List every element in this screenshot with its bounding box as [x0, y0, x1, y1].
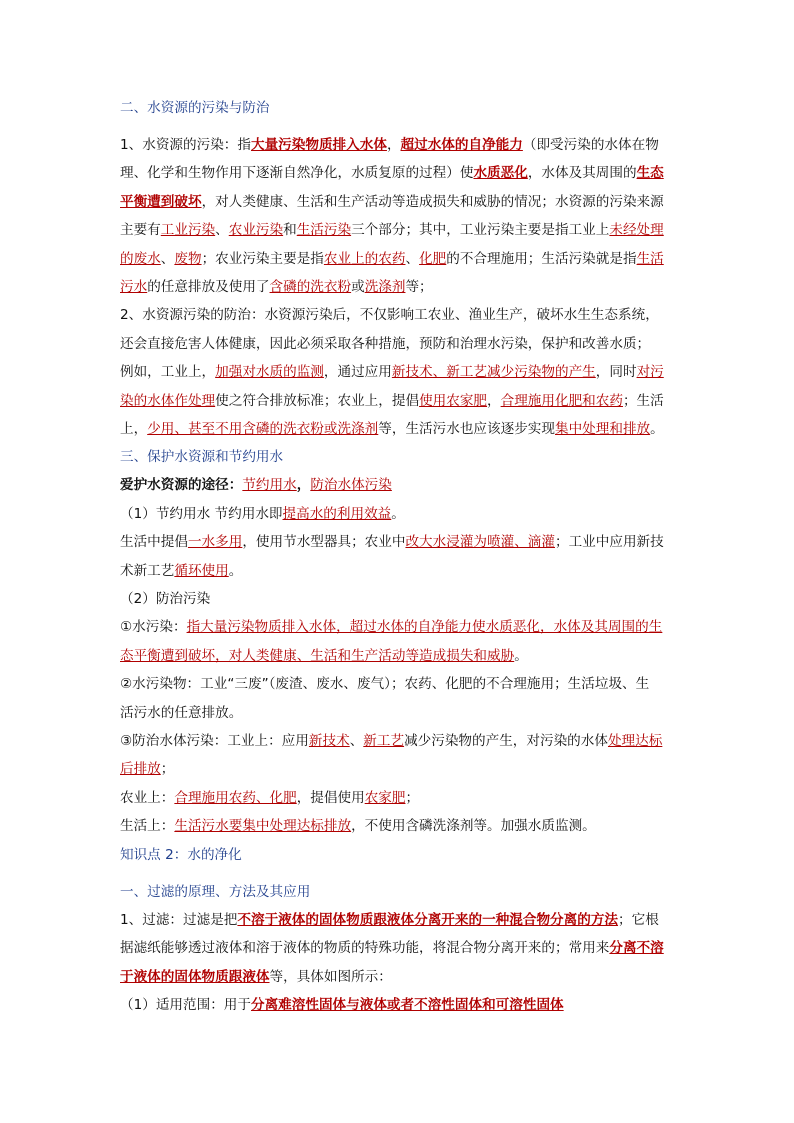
emphasis-text: 大量污染物质排入水体	[251, 137, 387, 153]
emphasis-text: 农业上的农药	[323, 251, 406, 267]
body-text: 三个部分；其中，工业污染主要是指工业上	[351, 222, 610, 238]
body-text: 。	[391, 506, 405, 522]
emphasis-text: 水质恶化	[473, 165, 528, 181]
body-text: 1、过滤：过滤是把	[120, 912, 238, 928]
body-text: ；生活	[622, 393, 664, 409]
text-line	[120, 362, 664, 382]
body-text: 。	[228, 563, 243, 579]
text-line	[120, 731, 662, 751]
emphasis-text: ，	[296, 477, 311, 493]
body-text: ②水污染物：工业“三废”（废渣、废水、废气）；农药、化肥的不合理施用；生活垃圾、生	[120, 676, 650, 692]
emphasis-text: 指大量污染物质排入水体，超过水体的自净能力使水质恶化，水体及其周围的生	[186, 619, 663, 635]
body-text: 、	[215, 222, 229, 238]
text-line	[120, 646, 528, 666]
section-heading: 三、保护水资源和节约用水	[120, 449, 284, 465]
text-line	[120, 967, 392, 987]
emphasis-text: 分离难溶性固体与液体或者不溶性固体和可溶性固体	[251, 997, 564, 1013]
emphasis-text: 对污	[636, 364, 664, 380]
text-line	[120, 163, 664, 183]
emphasis-text: 超过水体的自净能力	[400, 137, 523, 153]
emphasis-text: 不溶于液体的固体物质跟液体分离开来的一种混合物分离的方法	[237, 912, 619, 928]
body-text: 使之符合排放标准；农业上，提倡	[215, 393, 420, 409]
body-text: ，	[386, 137, 401, 153]
text-line	[120, 475, 392, 495]
emphasis-text: 集中处理和排放	[555, 421, 651, 437]
body-text: 术新工艺	[120, 563, 175, 579]
body-text: ①水污染：	[120, 619, 187, 635]
text-line	[120, 703, 242, 723]
text-line	[120, 589, 210, 609]
emphasis-text: 的废水	[120, 251, 161, 267]
emphasis-text: 生态	[636, 165, 664, 181]
emphasis-text: 新技术	[308, 733, 350, 749]
body-text: 。	[514, 648, 528, 664]
emphasis-text: 防治水体污染	[310, 477, 392, 493]
body-text: 农业上：	[120, 790, 175, 806]
body-text: ，使用节水型器具；农业中	[242, 534, 406, 550]
text-line	[120, 277, 433, 297]
body-text: ，对人类健康、生活和生产活动等造成损失和威胁的情况；水资源的污染来源	[201, 194, 664, 210]
body-text: 或	[351, 279, 365, 295]
section-heading: 知识点 2：水的净化	[120, 847, 242, 863]
body-text: ，通过应用	[323, 364, 392, 380]
body-text: 和	[283, 222, 297, 238]
body-text: 据滤纸能够透过液体和溶于液体的物质的特殊功能，将混合物分离开来的；常用来	[120, 940, 610, 956]
body-text: 、	[160, 251, 175, 267]
body-text: 。	[650, 421, 664, 437]
emphasis-text: 染的水体作处理	[120, 393, 216, 409]
body-text: ，	[487, 393, 501, 409]
emphasis-text: 农业污染	[228, 222, 284, 238]
emphasis-text: 农家肥	[364, 790, 406, 806]
text-line	[120, 334, 650, 354]
section-heading: 一、过滤的原理、方法及其应用	[120, 884, 311, 900]
body-text: 、	[349, 733, 364, 749]
text-line	[120, 249, 664, 269]
body-text: ，不使用含磷洗涤剂等。加强水质监测。	[351, 818, 596, 834]
body-text: 理、化学和生物作用下逐渐自然净化，水质复原的过程）使	[120, 165, 474, 181]
emphasis-text: 后排放	[120, 761, 161, 777]
text-line	[120, 995, 564, 1015]
body-text: ③防治水体污染：工业上：应用	[120, 733, 309, 749]
emphasis-text: 少用、甚至不用含磷的洗衣粉或洗涤剂	[147, 421, 379, 437]
text-line	[120, 504, 405, 524]
body-text: ；农业污染主要是指	[201, 251, 324, 267]
emphasis-text: 化肥	[419, 251, 447, 267]
body-text: 1、水资源的污染：指	[120, 137, 251, 153]
text-line	[120, 561, 242, 581]
body-text: 2、水资源污染的防治：水资源污染后，不仅影响工农业、渔业生产，破坏水生生态系统，	[120, 307, 659, 323]
emphasis-text: 一水多用	[187, 534, 243, 550]
body-text: 主要有	[120, 222, 161, 238]
body-text: 、	[405, 251, 420, 267]
emphasis-text: 使用农家肥	[419, 393, 488, 409]
body-text: ；工业中应用新技	[555, 534, 664, 550]
emphasis-text: 生活	[636, 251, 664, 267]
text-line	[120, 910, 659, 930]
emphasis-text: 新技术、新工艺减少污染物的产生	[391, 364, 596, 380]
emphasis-text: 态平衡遭到破坏，对人类健康、生活和生产活动等造成损失和威胁	[120, 648, 515, 664]
body-text: 减少污染物的产生，对污染的水体	[404, 733, 608, 749]
body-text: ；	[405, 790, 420, 806]
emphasis-text: 生活污染	[296, 222, 352, 238]
text-line	[120, 391, 664, 411]
text-line	[120, 938, 664, 958]
text-line	[120, 674, 649, 694]
body-text: （1）节约用水 节约用水即	[120, 506, 283, 522]
emphasis-text: 于液体的固体物质跟液体	[120, 969, 270, 985]
emphasis-text: 分离不溶	[609, 940, 664, 956]
text-line	[120, 882, 310, 902]
body-text: 还会直接危害人体健康，因此必须采取各种措施，预防和治理水污染，保护和改善水质；	[120, 336, 651, 352]
emphasis-text: 平衡遭到破坏	[120, 194, 202, 210]
text-line	[120, 816, 596, 836]
emphasis-text: 改大水浸灌为喷灌、滴灌	[405, 534, 555, 550]
emphasis-text: 洗涤剂	[364, 279, 406, 295]
emphasis-text: 爱护水资源的途径：	[120, 477, 243, 493]
body-text: （即受污染的水体在物	[522, 137, 659, 153]
body-text: 等，具体如图所示：	[269, 969, 392, 985]
text-line	[120, 759, 174, 779]
body-text: 的任意排放及使用了	[147, 279, 270, 295]
body-text: 例如，工业上，	[120, 364, 216, 380]
emphasis-text: 加强对水质的监测	[215, 364, 324, 380]
text-line	[120, 305, 659, 325]
emphasis-text: 提高水的利用效益	[282, 506, 392, 522]
body-text: ，水体及其周围的	[527, 165, 637, 181]
emphasis-text: 节约用水	[242, 477, 297, 493]
emphasis-text: 未经处理	[609, 222, 664, 238]
text-line	[120, 845, 242, 865]
body-text: ；它根	[618, 912, 659, 928]
emphasis-text: 废物	[174, 251, 202, 267]
body-text: 等，生活污水也应该逐步实现	[378, 421, 555, 437]
emphasis-text: 污水	[120, 279, 148, 295]
emphasis-text: 合理施用农药、化肥	[174, 790, 297, 806]
text-line	[120, 419, 664, 439]
body-text: 等；	[405, 279, 433, 295]
body-text: （1）适用范围：用于	[120, 997, 251, 1013]
text-line	[120, 220, 664, 240]
body-text: 生活上：	[120, 818, 175, 834]
text-line	[120, 532, 664, 552]
text-line	[120, 788, 419, 808]
text-line	[120, 447, 283, 467]
body-text: 活污水的任意排放。	[120, 705, 243, 721]
body-text: 的不合理施用；生活污染就是指	[446, 251, 637, 267]
section-heading: 二、水资源的污染与防治	[120, 100, 270, 116]
emphasis-text: 处理达标	[607, 733, 663, 749]
body-text: ，提倡使用	[296, 790, 365, 806]
body-text: ；	[160, 761, 175, 777]
emphasis-text: 生活污水要集中处理达标排放	[174, 818, 352, 834]
text-line	[120, 617, 662, 637]
emphasis-text: 合理施用化肥和农药	[500, 393, 623, 409]
body-text: 生活中提倡	[120, 534, 188, 550]
text-line	[120, 135, 659, 155]
emphasis-text: 工业污染	[160, 222, 216, 238]
text-line	[120, 98, 270, 118]
emphasis-text: 新工艺	[363, 733, 405, 749]
body-text: （2）防治污染	[120, 591, 211, 607]
emphasis-text: 循环使用	[174, 563, 229, 579]
body-text: 上，	[120, 421, 148, 437]
body-text: ，同时	[595, 364, 637, 380]
emphasis-text: 含磷的洗衣粉	[269, 279, 352, 295]
text-line	[120, 192, 664, 212]
